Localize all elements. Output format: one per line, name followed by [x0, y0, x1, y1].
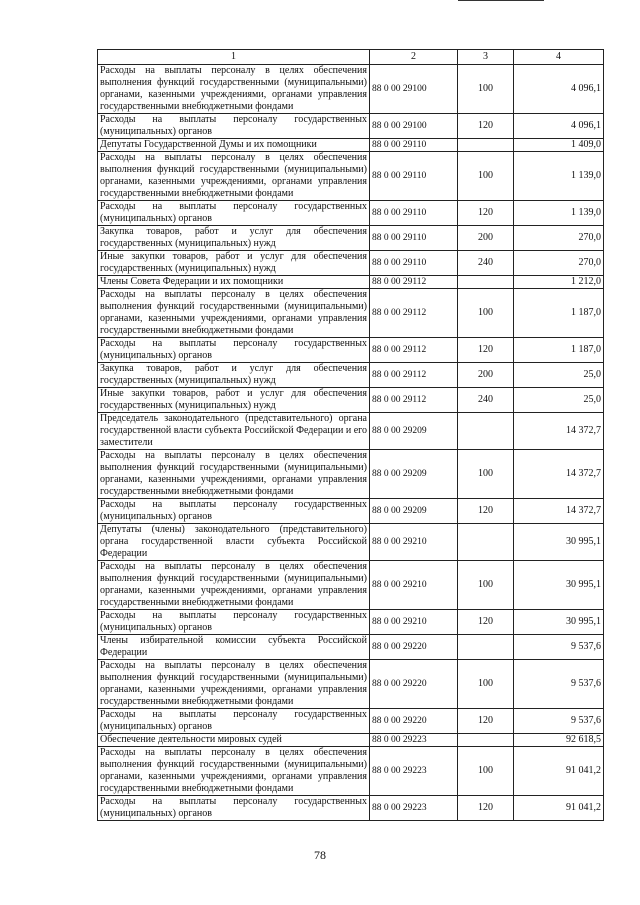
row-name: Расходы на выплаты персоналу государственных (муниципальных) органов: [98, 709, 370, 734]
table-row: [98, 363, 604, 388]
row-type: [458, 734, 514, 747]
row-code: 88 0 00 29223: [370, 747, 458, 796]
header-col-4: 4: [514, 50, 604, 65]
row-code: 88 0 00 29223: [370, 734, 458, 747]
row-amount: 91 041,2: [514, 796, 604, 821]
table-row: [98, 289, 604, 338]
header-col-3: 3: [458, 50, 514, 65]
page-number: 78: [314, 848, 326, 862]
row-type: 100: [458, 289, 514, 338]
row-name: Председатель законодательного (представительного) органа государственной власти субъекта Российской Федерации и его заместители: [98, 413, 370, 450]
row-amount: 30 995,1: [514, 524, 604, 561]
row-amount: 25,0: [514, 388, 604, 413]
row-type: 120: [458, 114, 514, 139]
row-code: 88 0 00 29209: [370, 413, 458, 450]
table-row: [98, 114, 604, 139]
table-row: [98, 388, 604, 413]
table-row: [98, 201, 604, 226]
row-code: 88 0 00 29210: [370, 524, 458, 561]
row-amount: 14 372,7: [514, 499, 604, 524]
table-row: [98, 660, 604, 709]
row-code: 88 0 00 29209: [370, 499, 458, 524]
row-amount: 270,0: [514, 226, 604, 251]
row-amount: 1 409,0: [514, 139, 604, 152]
row-code: 88 0 00 29112: [370, 338, 458, 363]
table-row: [98, 139, 604, 152]
row-amount: 30 995,1: [514, 610, 604, 635]
table-row: [98, 747, 604, 796]
row-name: Закупка товаров, работ и услуг для обеспечения государственных (муниципальных) нужд: [98, 226, 370, 251]
row-amount: 4 096,1: [514, 114, 604, 139]
row-type: 120: [458, 610, 514, 635]
row-type: [458, 276, 514, 289]
row-type: 200: [458, 363, 514, 388]
row-name: Расходы на выплаты персоналу государственных (муниципальных) органов: [98, 499, 370, 524]
row-amount: 30 995,1: [514, 561, 604, 610]
row-code: 88 0 00 29209: [370, 450, 458, 499]
row-name: Расходы на выплаты персоналу государственных (муниципальных) органов: [98, 796, 370, 821]
row-amount: 9 537,6: [514, 660, 604, 709]
row-code: 88 0 00 29210: [370, 610, 458, 635]
row-type: 240: [458, 251, 514, 276]
row-amount: 1 139,0: [514, 201, 604, 226]
table-row: [98, 796, 604, 821]
row-code: 88 0 00 29110: [370, 139, 458, 152]
row-name: Расходы на выплаты персоналу в целях обеспечения выполнения функций государственными (муниципальными) органами, казенными учреждениями, органами управления государственными внебюджетными фондами: [98, 660, 370, 709]
row-code: 88 0 00 29220: [370, 660, 458, 709]
table-row: [98, 338, 604, 363]
row-code: 88 0 00 29100: [370, 114, 458, 139]
header-col-2: 2: [370, 50, 458, 65]
budget-table: [97, 49, 604, 821]
table-row: [98, 561, 604, 610]
row-type: 240: [458, 388, 514, 413]
row-name: Расходы на выплаты персоналу государственных (муниципальных) органов: [98, 114, 370, 139]
row-name: Расходы на выплаты персоналу в целях обеспечения выполнения функций государственными (муниципальными) органами, казенными учреждениями, органами управления государственными внебюджетными фондами: [98, 747, 370, 796]
row-name: Расходы на выплаты персоналу в целях обеспечения выполнения функций государственными (муниципальными) органами, казенными учреждениями, органами управления государственными внебюджетными фондами: [98, 289, 370, 338]
table-row: [98, 734, 604, 747]
row-type: 100: [458, 152, 514, 201]
row-name: Депутаты Государственной Думы и их помощники: [98, 139, 370, 152]
row-type: [458, 413, 514, 450]
row-type: 120: [458, 499, 514, 524]
row-code: 88 0 00 29110: [370, 226, 458, 251]
row-name: Расходы на выплаты персоналу в целях обеспечения выполнения функций государственными (муниципальными) органами, казенными учреждениями, органами управления государственными внебюджетными фондами: [98, 152, 370, 201]
row-code: 88 0 00 29112: [370, 289, 458, 338]
row-type: 120: [458, 796, 514, 821]
row-name: Обеспечение деятельности мировых судей: [98, 734, 370, 747]
row-code: 88 0 00 29220: [370, 709, 458, 734]
row-name: Закупка товаров, работ и услуг для обеспечения государственных (муниципальных) нужд: [98, 363, 370, 388]
row-name: Расходы на выплаты персоналу государственных (муниципальных) органов: [98, 338, 370, 363]
table-row: [98, 152, 604, 201]
table-row: [98, 635, 604, 660]
row-name: Иные закупки товаров, работ и услуг для обеспечения государственных (муниципальных) нужд: [98, 388, 370, 413]
table-row: [98, 413, 604, 450]
row-code: 88 0 00 29210: [370, 561, 458, 610]
row-type: 100: [458, 660, 514, 709]
row-code: 88 0 00 29110: [370, 251, 458, 276]
row-amount: 9 537,6: [514, 709, 604, 734]
row-type: 120: [458, 201, 514, 226]
row-name: Иные закупки товаров, работ и услуг для обеспечения государственных (муниципальных) нужд: [98, 251, 370, 276]
row-amount: 14 372,7: [514, 450, 604, 499]
row-code: 88 0 00 29223: [370, 796, 458, 821]
row-type: 100: [458, 747, 514, 796]
row-amount: 9 537,6: [514, 635, 604, 660]
table-row: [98, 524, 604, 561]
row-amount: 14 372,7: [514, 413, 604, 450]
row-type: 200: [458, 226, 514, 251]
table-row: [98, 276, 604, 289]
row-name: Депутаты (члены) законодательного (представительного) органа государственной власти субъекта Российской Федерации: [98, 524, 370, 561]
row-amount: 1 139,0: [514, 152, 604, 201]
row-amount: 25,0: [514, 363, 604, 388]
row-amount: 1 187,0: [514, 289, 604, 338]
table-row: [98, 709, 604, 734]
row-code: 88 0 00 29112: [370, 388, 458, 413]
row-type: [458, 139, 514, 152]
row-code: 88 0 00 29110: [370, 152, 458, 201]
table-row: [98, 226, 604, 251]
table-row: [98, 450, 604, 499]
row-type: [458, 635, 514, 660]
row-type: 120: [458, 709, 514, 734]
row-amount: 1 187,0: [514, 338, 604, 363]
table-row: [98, 65, 604, 114]
row-code: 88 0 00 29112: [370, 276, 458, 289]
row-name: Члены избирательной комиссии субъекта Российской Федерации: [98, 635, 370, 660]
row-code: 88 0 00 29110: [370, 201, 458, 226]
row-type: 100: [458, 561, 514, 610]
header-row: [98, 50, 604, 65]
row-name: Расходы на выплаты персоналу государственных (муниципальных) органов: [98, 610, 370, 635]
row-amount: 4 096,1: [514, 65, 604, 114]
table-row: [98, 610, 604, 635]
top-edge-rule: [458, 0, 544, 1]
row-amount: 270,0: [514, 251, 604, 276]
row-code: 88 0 00 29100: [370, 65, 458, 114]
row-name: Расходы на выплаты персоналу в целях обеспечения выполнения функций государственными (муниципальными) органами, казенными учреждениями, органами управления государственными внебюджетными фондами: [98, 450, 370, 499]
row-name: Расходы на выплаты персоналу государственных (муниципальных) органов: [98, 201, 370, 226]
row-type: 100: [458, 65, 514, 114]
table-body: [98, 65, 604, 821]
row-amount: 92 618,5: [514, 734, 604, 747]
row-type: [458, 524, 514, 561]
table-row: [98, 499, 604, 524]
row-code: 88 0 00 29112: [370, 363, 458, 388]
header-col-1: 1: [98, 50, 370, 65]
row-type: 100: [458, 450, 514, 499]
row-code: 88 0 00 29220: [370, 635, 458, 660]
row-amount: 1 212,0: [514, 276, 604, 289]
row-name: Члены Совета Федерации и их помощники: [98, 276, 370, 289]
table-row: [98, 251, 604, 276]
row-name: Расходы на выплаты персоналу в целях обеспечения выполнения функций государственными (муниципальными) органами, казенными учреждениями, органами управления государственными внебюджетными фондами: [98, 561, 370, 610]
row-amount: 91 041,2: [514, 747, 604, 796]
row-type: 120: [458, 338, 514, 363]
row-name: Расходы на выплаты персоналу в целях обеспечения выполнения функций государственными (муниципальными) органами, казенными учреждениями, органами управления государственными внебюджетными фондами: [98, 65, 370, 114]
